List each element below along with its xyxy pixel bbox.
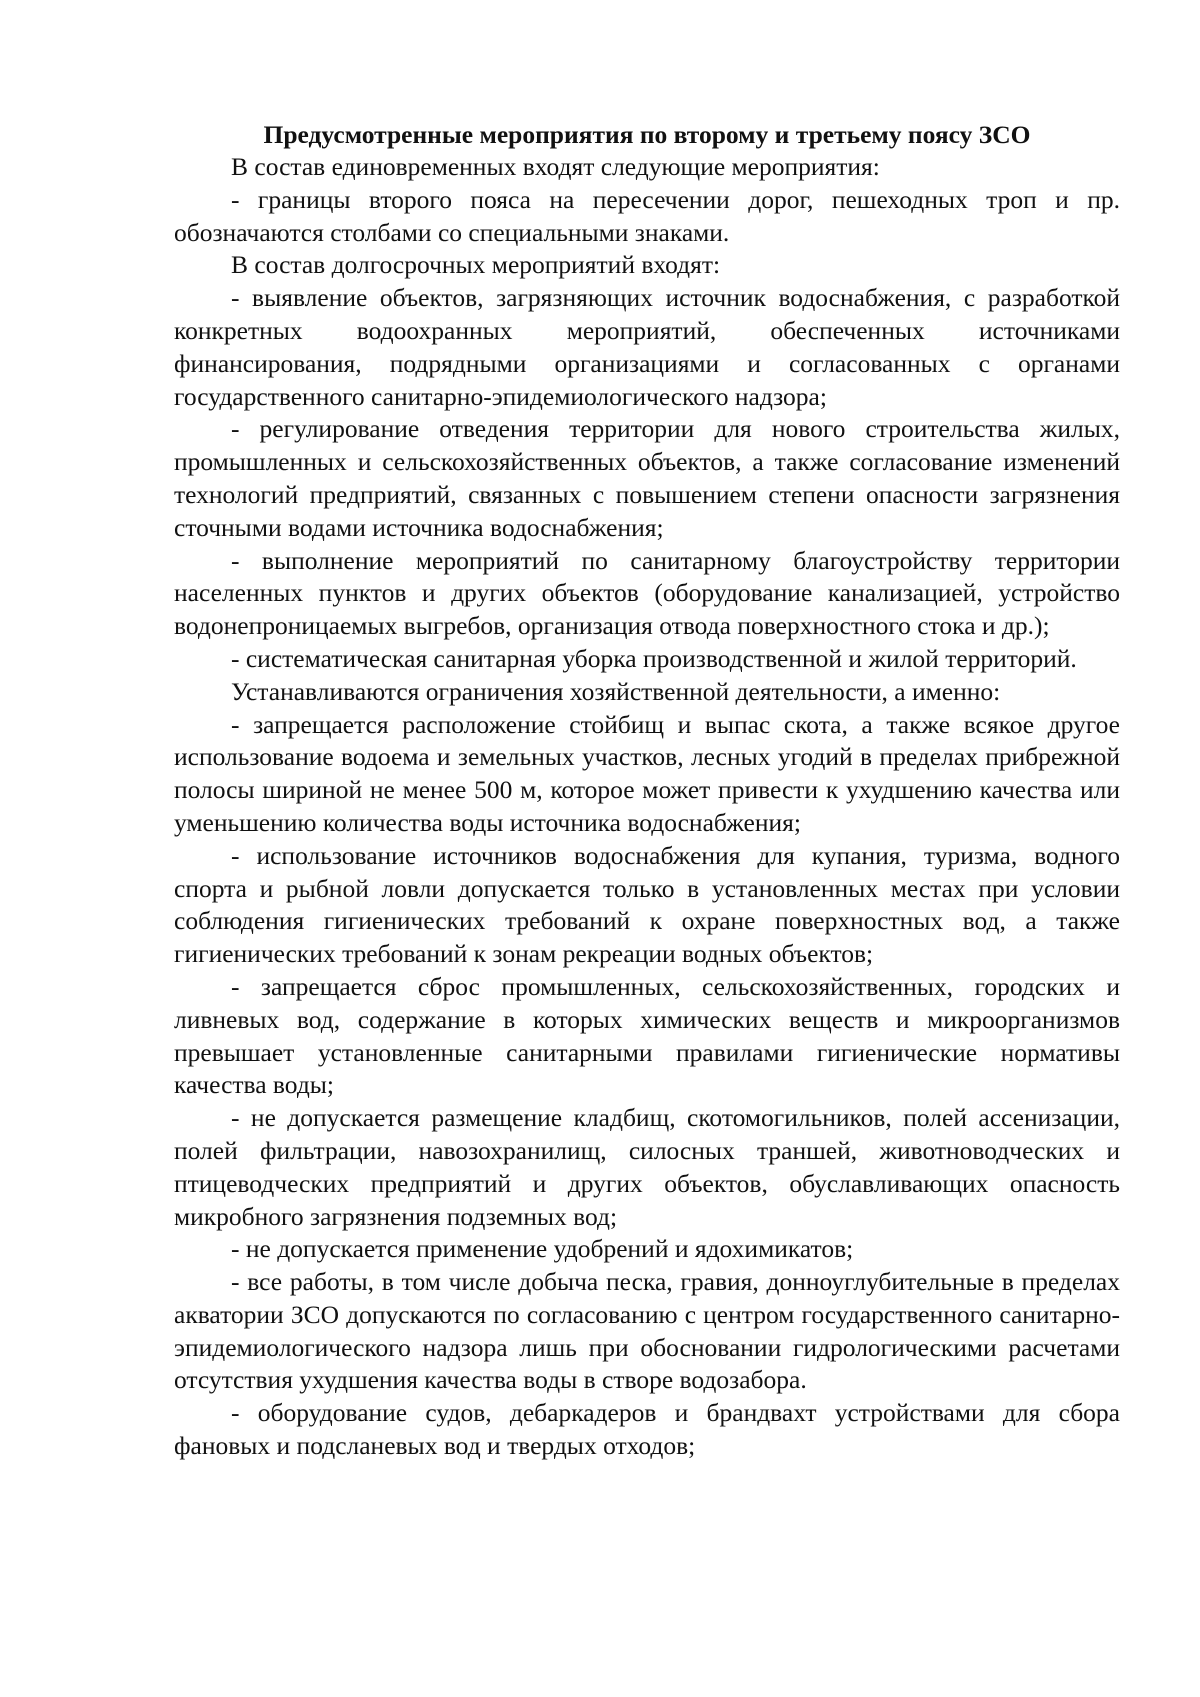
paragraph: - регулирование отведения территории для нового строительства жилых, промышленных и сельскохозяйственных объектов, а также согласование изменений технологий предприятий, связанных с повышением степени опасности загрязнения сточными водами источника водоснабжения; xyxy=(174,414,1120,542)
paragraph: В состав единовременных входят следующие мероприятия: xyxy=(231,152,880,181)
paragraph: - использование источников водоснабжения для купания, туризма, водного спорта и рыбной ловли допускается только в установленных местах при условии соблюдения гигиенических требований к охране поверхностных вод, а также гигиенических требований к зонам рекреации водных объектов; xyxy=(174,840,1120,969)
paragraph: - не допускается применение удобрений и ядохимикатов; xyxy=(231,1234,854,1264)
paragraph: - запрещается расположение стойбищ и выпас скота, а также всякое другое использование водоема и земельных участков, лесных угодий в пределах прибрежной полосы шириной не менее 500 м, которое может привести к ухудшению качества или уменьшению количества воды источника водоснабжения; xyxy=(174,709,1120,837)
paragraph: - запрещается сброс промышленных, сельскохозяйственных, городских и ливневых вод, содержание в которых химических веществ и микроорганизмов превышает установленные санитарными правилами гигиенические нормативы качества воды; xyxy=(174,971,1120,1100)
paragraph: В состав долгосрочных мероприятий входят: xyxy=(231,250,721,280)
paragraph: - все работы, в том числе добыча песка, гравия, донноуглубительные в пределах акватории ЗСО допускаются по согласованию с центром государственного санитарно-эпидемиологического надзора лишь при обосновании гидрологическими расчетами отсутствия ухудшения качества воды в створе водозабора. xyxy=(174,1267,1120,1395)
document-title: Предусмотренные мероприятия по второму и третьему поясу ЗСО xyxy=(263,120,1031,149)
document-body xyxy=(174,118,1120,1463)
paragraph: - границы второго пояса на пересечении дорог, пешеходных троп и пр. обозначаются столбами со специальными знаками. xyxy=(174,184,1120,247)
paragraph: - оборудование судов, дебаркадеров и брандвахт устройствами для сбора фановых и подсланевых вод и твердых отходов; xyxy=(174,1398,1120,1461)
paragraph: - выполнение мероприятий по санитарному благоустройству территории населенных пунктов и других объектов (оборудование канализацией, устройство водонепроницаемых выгребов, организация отвода поверхностного стока и др.); xyxy=(174,545,1120,641)
paragraph: - систематическая санитарная уборка производственной и жилой территорий. xyxy=(231,643,1077,673)
paragraph: Устанавливаются ограничения хозяйственной деятельности, а именно: xyxy=(231,676,1001,706)
paragraph: - не допускается размещение кладбищ, скотомогильников, полей ассенизации, полей фильтрации, навозохранилищ, силосных траншей, животноводческих и птицеводческих предприятий и других объектов, обуславливающих опасность микробного загрязнения подземных вод; xyxy=(174,1103,1120,1231)
paragraph: - выявление объектов, загрязняющих источник водоснабжения, с разработкой конкретных водоохранных мероприятий, обеспеченных источниками финансирования, подрядными организациями и согласованных с органами государственного санитарно-эпидемиологического надзора; xyxy=(174,283,1120,411)
